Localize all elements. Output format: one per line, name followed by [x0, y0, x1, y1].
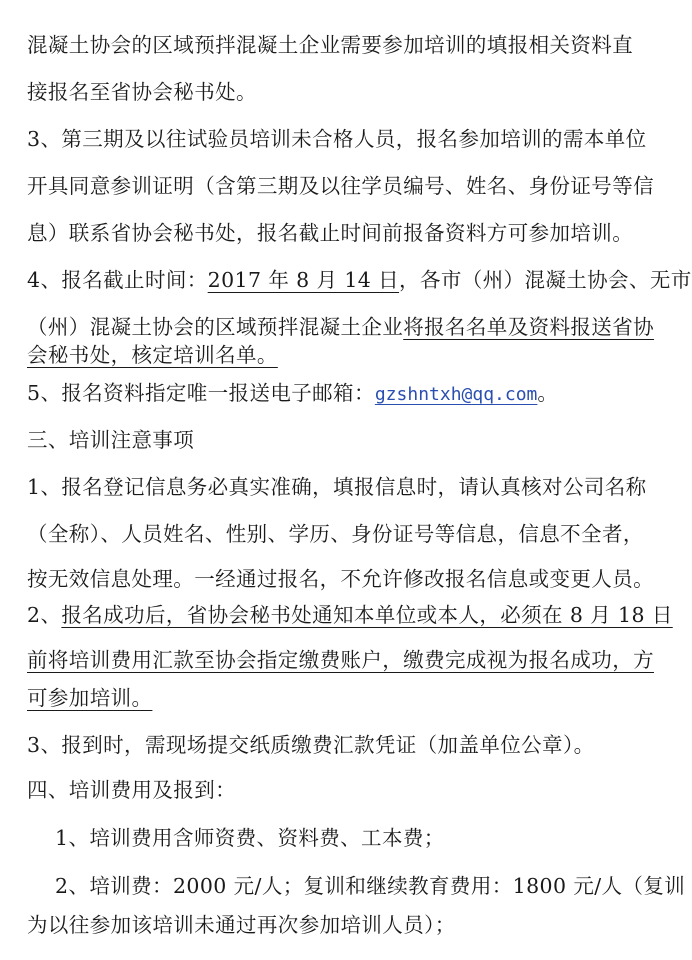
- item-4-line-1: [27, 265, 692, 295]
- note-2-line-3: 可参加培训。: [27, 686, 153, 710]
- deadline-rest: ，各市（州）混凝土协会、无市: [399, 268, 692, 292]
- note-2-text: 报名成功后，省协会秘书处通知本单位或本人，必须在 8 月 18 日: [61, 603, 673, 627]
- item-3-line-3: 息）联系省协会秘书处，报名截止时间前报备资料方可参加培训。: [27, 221, 634, 245]
- note-3-line: 3、报到时，需现场提交纸质缴费汇款凭证（加盖单位公章）。: [27, 733, 595, 757]
- section-3-heading: 三、培训注意事项: [27, 428, 195, 452]
- item-3-line-2: 开具同意参训证明（含第三期及以往学员编号、姓名、身份证号等信: [27, 174, 654, 198]
- deadline-label: 4、报名截止时间：: [27, 268, 208, 292]
- section-4-heading: 四、培训费用及报到：: [27, 778, 236, 802]
- item-4-line-3: 会秘书处，核定培训名单。: [27, 343, 278, 367]
- fee-item-1: 1、培训费用含师资费、资料费、工本费；: [55, 826, 445, 850]
- note-2-line-1: [27, 600, 673, 630]
- deadline-date: 2017 年 8 月 14 日: [207, 268, 400, 292]
- item-4-line-2: [27, 312, 654, 342]
- fee-item-2-line-2: 为以往参加该培训未通过再次参加培训人员）；: [27, 913, 456, 937]
- fee-item-2-line-1: 2、培训费：2000 元/人；复训和继续教育费用：1800 元/人（复训: [55, 874, 686, 898]
- note-2-line-2: 前将培训费用汇款至协会指定缴费账户，缴费完成视为报名成功，方: [27, 648, 654, 672]
- item-3-line-1: 3、第三期及以往试验员培训未合格人员，报名参加培训的需本单位: [27, 127, 647, 151]
- email-period: 。: [537, 381, 559, 405]
- text-line-2: 接报名至省协会秘书处。: [27, 80, 257, 104]
- note-1-line-2: （全称）、人员姓名、性别、学历、身份证号等信息，信息不全者，: [27, 522, 644, 546]
- submit-list-text: 将报名名单及资料报送省协: [403, 315, 655, 339]
- note-1-line-1: 1、报名登记信息务必真实准确，填报信息时，请认真核对公司名称: [27, 475, 647, 499]
- item-5-line: [27, 378, 558, 410]
- item-4-line-2-a: （州）混凝土协会的区域预拌混凝土企业: [27, 315, 404, 339]
- note-1-line-3: 按无效信息处理。一经通过报名，不允许修改报名信息或变更人员。: [27, 567, 654, 591]
- text-line-1: 混凝土协会的区域预拌混凝土企业需要参加培训的填报相关资料直: [27, 33, 634, 57]
- note-2-number: 2、: [27, 603, 62, 627]
- email-label: 5、报名资料指定唯一报送电子邮箱：: [27, 381, 375, 405]
- email-link[interactable]: gzshntxh@qq.com: [374, 384, 538, 405]
